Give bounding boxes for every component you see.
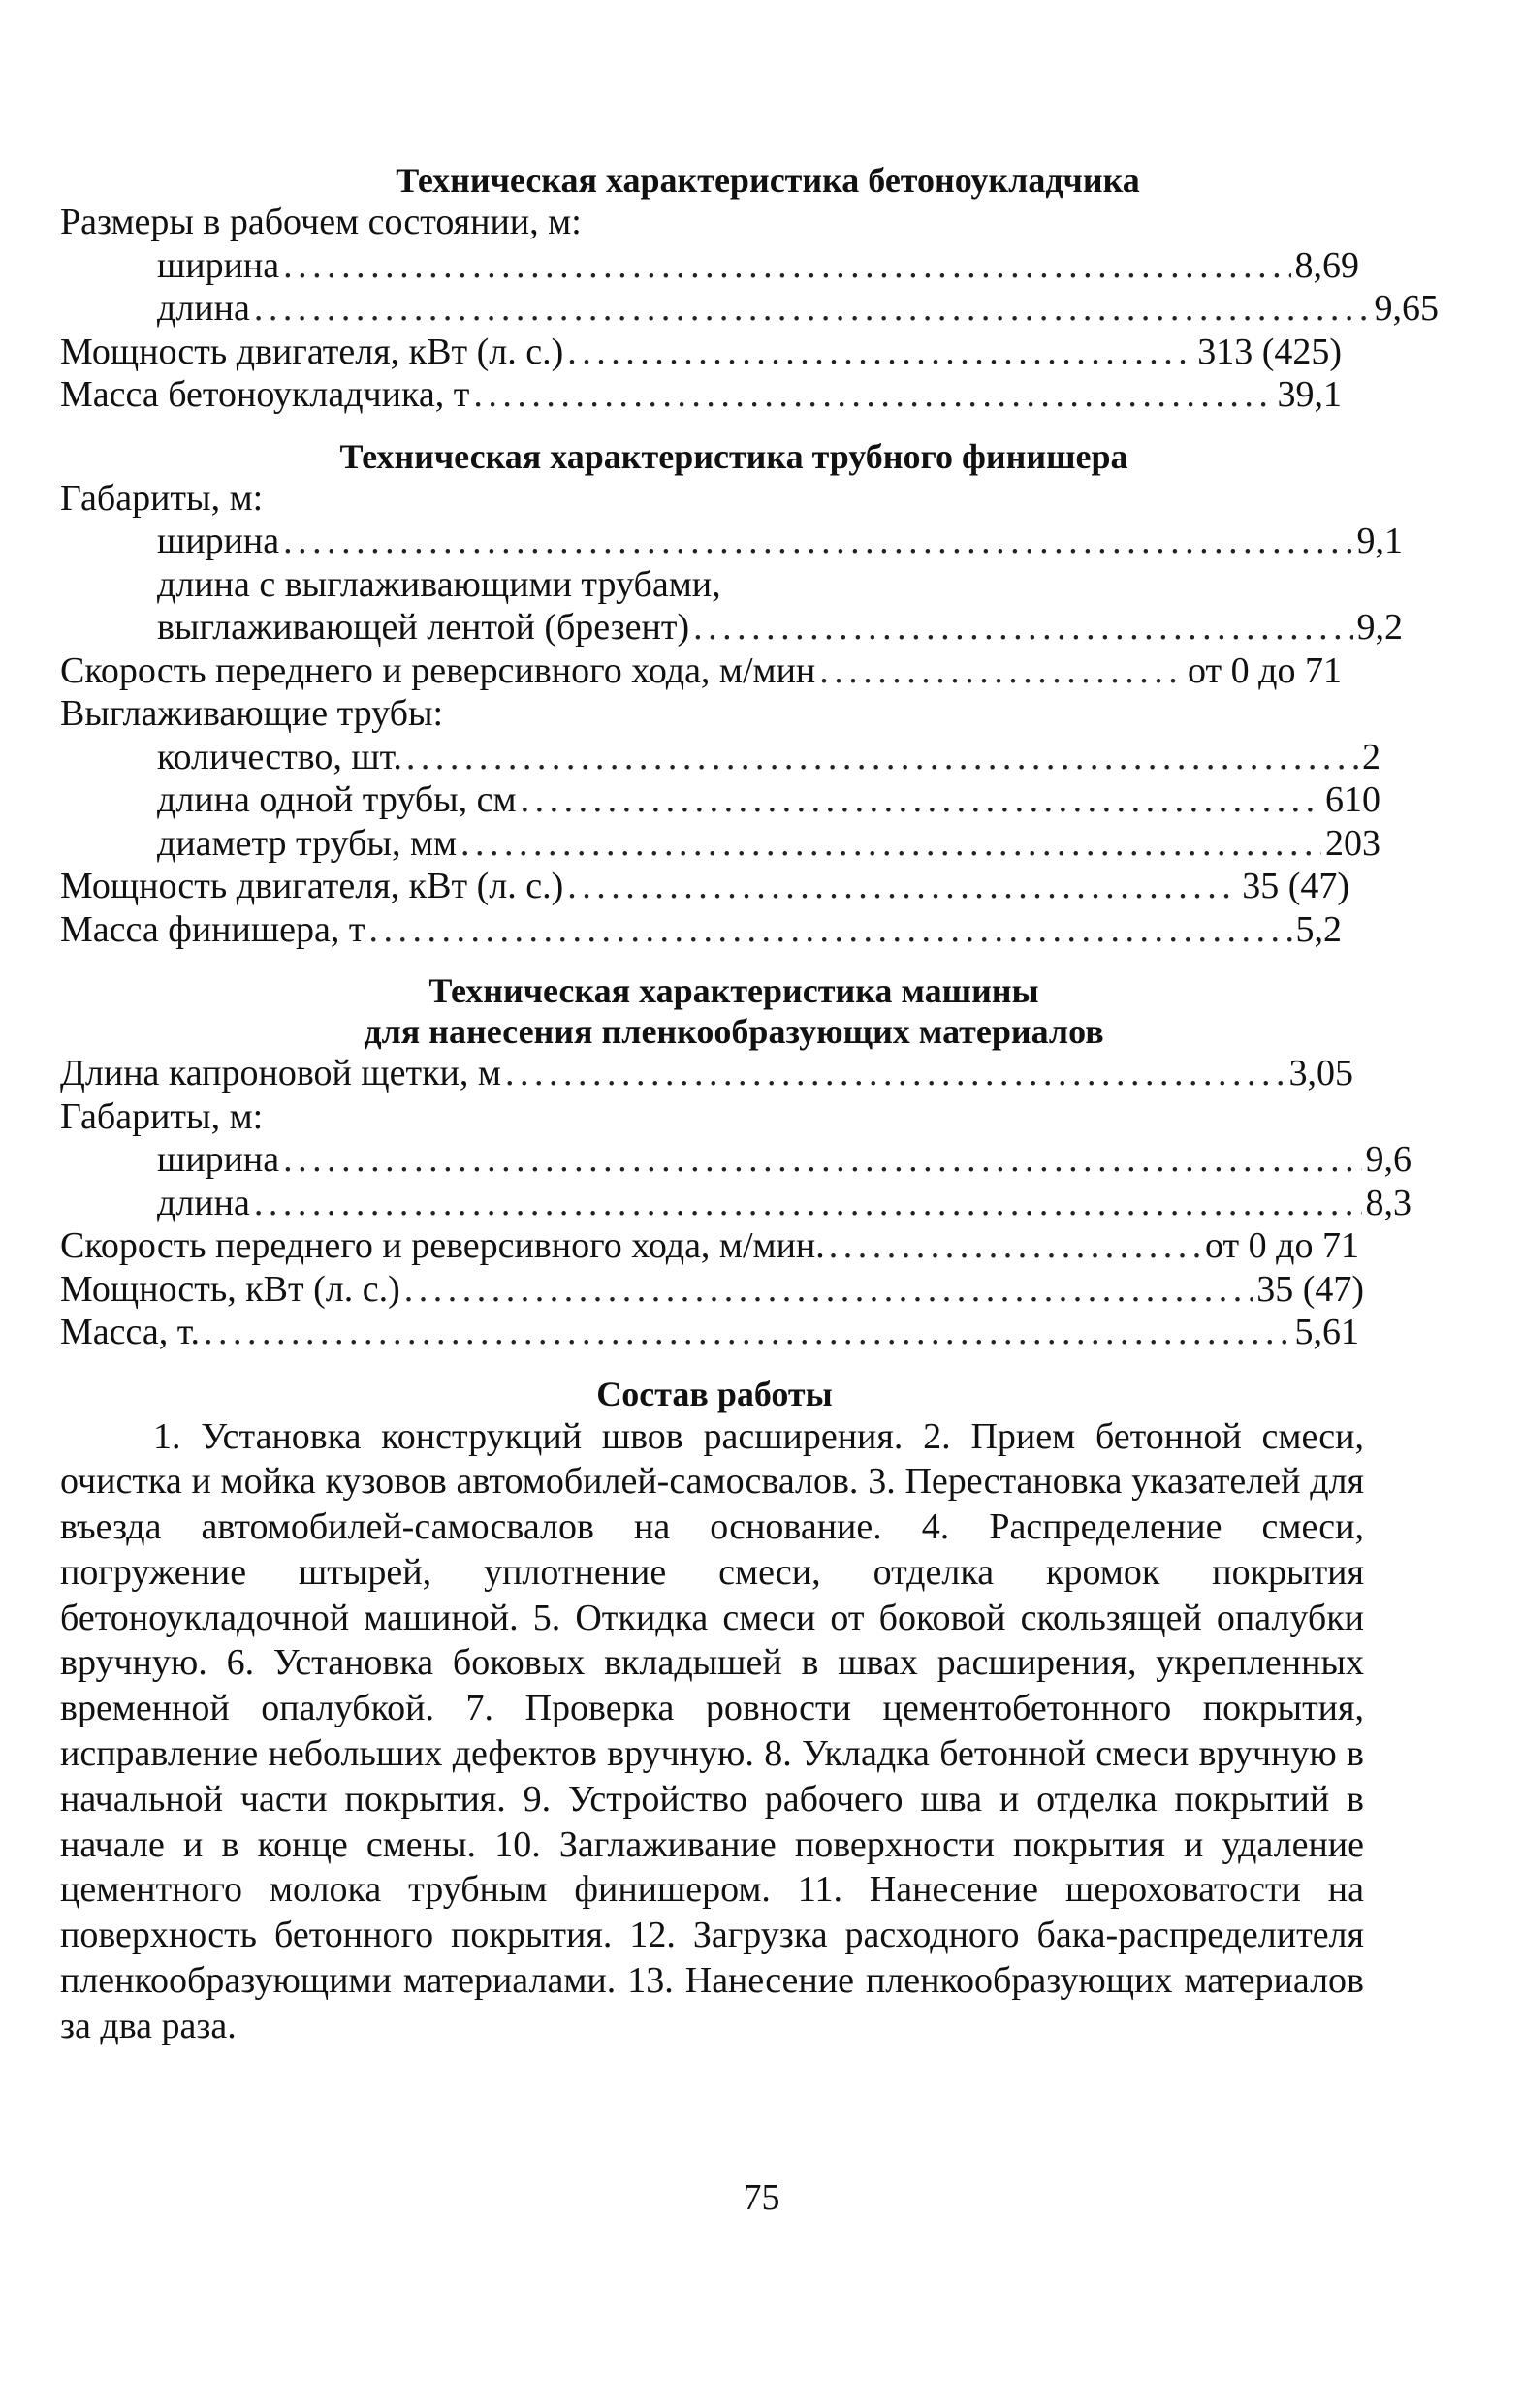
- dot-leader: [283, 520, 1352, 563]
- spec-label: выглаживающей лентой (брезент): [157, 607, 690, 648]
- dot-leader: [829, 1224, 1201, 1268]
- spec-label: ширина: [157, 244, 280, 286]
- film-dims-label: Габариты, м:: [60, 1095, 264, 1137]
- spec-value: 39,1: [1277, 374, 1342, 415]
- spec-label: Длина капроновой щетки, м: [60, 1053, 501, 1093]
- section-heading-film-machine-line2: для нанесения пленкообразующих материалов: [364, 1012, 1104, 1051]
- spec-label: Скорость переднего и реверсивного хода, м/мин.: [60, 1225, 825, 1266]
- spec-label: количество, шт.: [157, 736, 402, 777]
- spec-label: ширина: [157, 1139, 280, 1180]
- film-mass-row: [60, 1311, 1359, 1354]
- spec-value: 2: [1362, 736, 1380, 777]
- spec-value: 5,61: [1294, 1312, 1359, 1352]
- finisher-width-row: [60, 520, 1403, 563]
- work-description: 1. Установка конструкций швов расширения. 2. Прием бетонной смеси, очистка и мойка кузовов автомобилей-самосвалов. 3. Перестановка указателей для въезда автомобилей-самосвалов на основание. 4. Распределение смеси, погружение штырей, уплотнение смеси, отделка кромок покрытия бетоноукладочной машиной. 5. Откидка смеси от боковой скользящей опалубки вручную. 6. Установка боковых вкладышей в швах расширения, укрепленных временной опалубкой. 7. Проверка ровности цементобетонного покрытия, исправление небольших дефектов вручную. 8. Укладка бетонной смеси вручную в начальной части покрытия. 9. Устройство рабочего шва и отделка покрытий в начале и в конце смены. 10. Заглаживание поверхности покрытия и удаление цементного молока трубным финишером. 11. Нанесение шероховатости на поверхность бетонного покрытия. 12. Загрузка расходного бака-распределителя пленкообразующими материалами. 13. Нанесение пленкообразующих материалов за два раза.: [60, 1415, 1364, 2046]
- dot-leader: [254, 287, 1371, 331]
- dot-leader: [693, 606, 1352, 650]
- spec-label: Мощность двигателя, кВт (л. с.): [60, 331, 564, 372]
- section-gap: [60, 951, 1359, 970]
- dot-leader: [406, 736, 1358, 779]
- spec-value: 5,2: [1295, 908, 1342, 950]
- finisher-length-row: [60, 606, 1403, 650]
- section-gap: [60, 1354, 1359, 1374]
- spec-value: 35 (47): [1242, 866, 1349, 906]
- dot-leader: [404, 1268, 1253, 1312]
- spec-label: длина: [157, 288, 250, 329]
- finisher-count-row: [60, 736, 1380, 779]
- dot-leader: [505, 1052, 1285, 1095]
- spec-value: 9,65: [1374, 288, 1439, 329]
- paver-width-row: [60, 244, 1359, 288]
- dot-leader: [473, 373, 1273, 417]
- spec-value: 610: [1325, 779, 1380, 820]
- finisher-speed-row: [60, 650, 1342, 693]
- film-power-row: [60, 1268, 1364, 1312]
- spec-label: диаметр трубы, мм: [157, 822, 458, 864]
- paver-power-row: [60, 331, 1342, 374]
- spec-value: от 0 до 71: [1205, 1225, 1359, 1266]
- section-heading-film-machine-line1: Техническая характеристика машины: [428, 971, 1039, 1010]
- section-heading-paver: Техническая характеристика бетоноукладчика: [396, 161, 1140, 200]
- dot-leader: [254, 1182, 1362, 1225]
- spec-value: 9,6: [1365, 1139, 1412, 1180]
- spec-label: Масса финишера, т: [60, 908, 365, 950]
- spec-label: ширина: [157, 521, 280, 561]
- spec-value: 313 (425): [1197, 331, 1342, 372]
- finisher-pipes-label: Выглаживающие трубы:: [60, 693, 444, 734]
- dot-leader: [283, 244, 1290, 288]
- finisher-power-row: [60, 865, 1349, 908]
- spec-value: 35 (47): [1256, 1268, 1364, 1310]
- page-number: 75: [743, 2177, 780, 2218]
- spec-value: 8,3: [1365, 1182, 1412, 1223]
- film-length-row: [60, 1182, 1412, 1225]
- dot-leader: [567, 865, 1238, 908]
- dot-leader: [819, 650, 1184, 693]
- spec-value: 203: [1325, 822, 1380, 864]
- film-speed-row: [60, 1224, 1359, 1268]
- spec-value: 3,05: [1288, 1053, 1353, 1093]
- spec-value: 8,69: [1294, 244, 1359, 286]
- film-brush-row: [60, 1052, 1353, 1095]
- section-heading-finisher: Техническая характеристика трубного финишера: [339, 436, 1128, 476]
- paver-length-row: [60, 287, 1439, 331]
- finisher-length-line1: длина с выглаживающими трубами,: [157, 563, 721, 605]
- finisher-dims-label: Габариты, м:: [60, 477, 264, 519]
- dot-leader: [567, 331, 1193, 374]
- spec-label: Скорость переднего и реверсивного хода, м/мин: [60, 650, 816, 691]
- paver-mass-row: [60, 373, 1342, 417]
- dot-leader: [283, 1138, 1361, 1182]
- finisher-pipe-length-row: [60, 778, 1380, 822]
- paver-dims-label: Размеры в рабочем состоянии, м:: [60, 202, 582, 242]
- spec-label: Масса, т.: [60, 1312, 200, 1352]
- dot-leader: [460, 822, 1321, 866]
- spec-label: Масса бетоноукладчика, т: [60, 374, 470, 415]
- dot-leader: [368, 908, 1291, 952]
- section-heading-work: Состав работы: [596, 1374, 833, 1413]
- dot-leader: [521, 778, 1321, 822]
- spec-value: 9,1: [1356, 521, 1403, 561]
- spec-label: длина: [157, 1182, 250, 1223]
- spec-label: Мощность двигателя, кВт (л. с.): [60, 866, 564, 906]
- finisher-pipe-diameter-row: [60, 822, 1380, 866]
- page-content: [60, 160, 1439, 2049]
- spec-label: Мощность, кВт (л. с.): [60, 1268, 400, 1310]
- finisher-mass-row: [60, 908, 1342, 952]
- film-width-row: [60, 1138, 1412, 1182]
- spec-value: от 0 до 71: [1188, 650, 1342, 691]
- spec-value: 9,2: [1356, 607, 1403, 648]
- dot-leader: [204, 1311, 1291, 1354]
- spec-label: длина одной трубы, см: [157, 779, 517, 820]
- section-gap: [60, 417, 1359, 436]
